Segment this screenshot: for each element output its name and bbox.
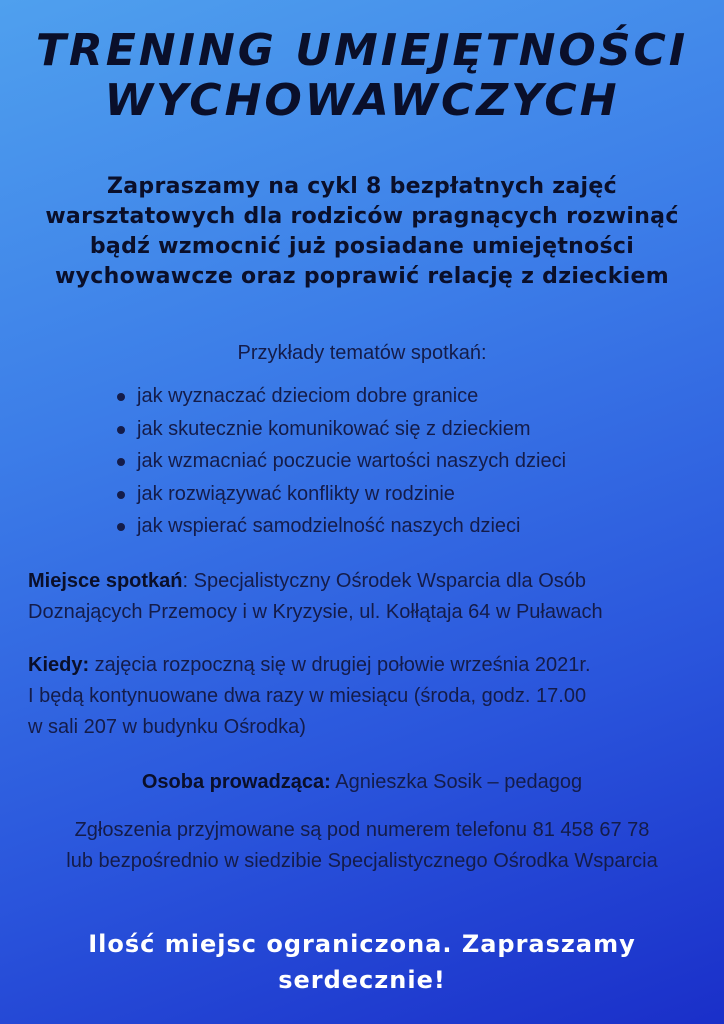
signup-section [0, 815, 724, 877]
leader-value: Agnieszka Sosik – pedagog [330, 771, 583, 793]
intro-line-3: bądź wzmocnić już posiadane umiejętności [89, 234, 635, 259]
place-label: Miejsce spotkań [28, 570, 183, 592]
poster-title [0, 26, 724, 126]
title-line-2: WYCHOWAWCZYCH [104, 75, 620, 126]
list-item: jak wzmacniać poczucie wartości naszych dzieci [115, 445, 566, 478]
leader-section [0, 767, 724, 798]
intro-text [0, 172, 724, 292]
place-section [28, 566, 718, 628]
closing-line-1: Ilość miejsc ograniczona. Zapraszamy [88, 930, 636, 958]
topics-list [115, 380, 566, 543]
intro-line-2: warsztatowych dla rodziców pragnących rozwinąć [45, 204, 679, 229]
closing-text [0, 926, 724, 998]
when-line-1: zajęcia rozpoczną się w drugiej połowie września 2021r. [89, 654, 591, 676]
intro-line-4: wychowawcze oraz poprawić relację z dzieckiem [55, 264, 669, 289]
signup-line-2: lub bezpośrednio w siedzibie Specjalistycznego Ośrodka Wsparcia [66, 850, 658, 872]
closing-line-2: serdecznie! [278, 966, 446, 994]
when-label: Kiedy: [28, 654, 90, 676]
place-line-2: Doznających Przemocy i w Kryzysie, ul. Kołłątaja 64 w Puławach [28, 601, 603, 623]
list-item: jak rozwiązywać konflikty w rodzinie [115, 478, 566, 511]
topics-heading: Przykłady tematów spotkań: [237, 342, 487, 364]
list-item: jak skutecznie komunikować się z dzieckiem [115, 413, 566, 446]
place-line-1: : Specjalistyczny Ośrodek Wsparcia dla Osób [182, 570, 587, 592]
when-section [28, 650, 718, 743]
list-item: jak wyznaczać dzieciom dobre granice [115, 380, 566, 413]
when-line-2: I będą kontynuowane dwa razy w miesiącu (środa, godz. 17.00 [28, 685, 587, 707]
leader-label: Osoba prowadząca: [141, 771, 331, 793]
signup-line-1: Zgłoszenia przyjmowane są pod numerem telefonu 81 458 67 78 [74, 819, 650, 841]
when-line-3: w sali 207 w budynku Ośrodka) [28, 716, 306, 738]
list-item: jak wspierać samodzielność naszych dzieci [115, 510, 566, 543]
intro-line-1: Zapraszamy na cykl 8 bezpłatnych zajęć [107, 174, 617, 199]
title-line-1: TRENING UMIEJĘTNOŚCI [35, 25, 689, 76]
